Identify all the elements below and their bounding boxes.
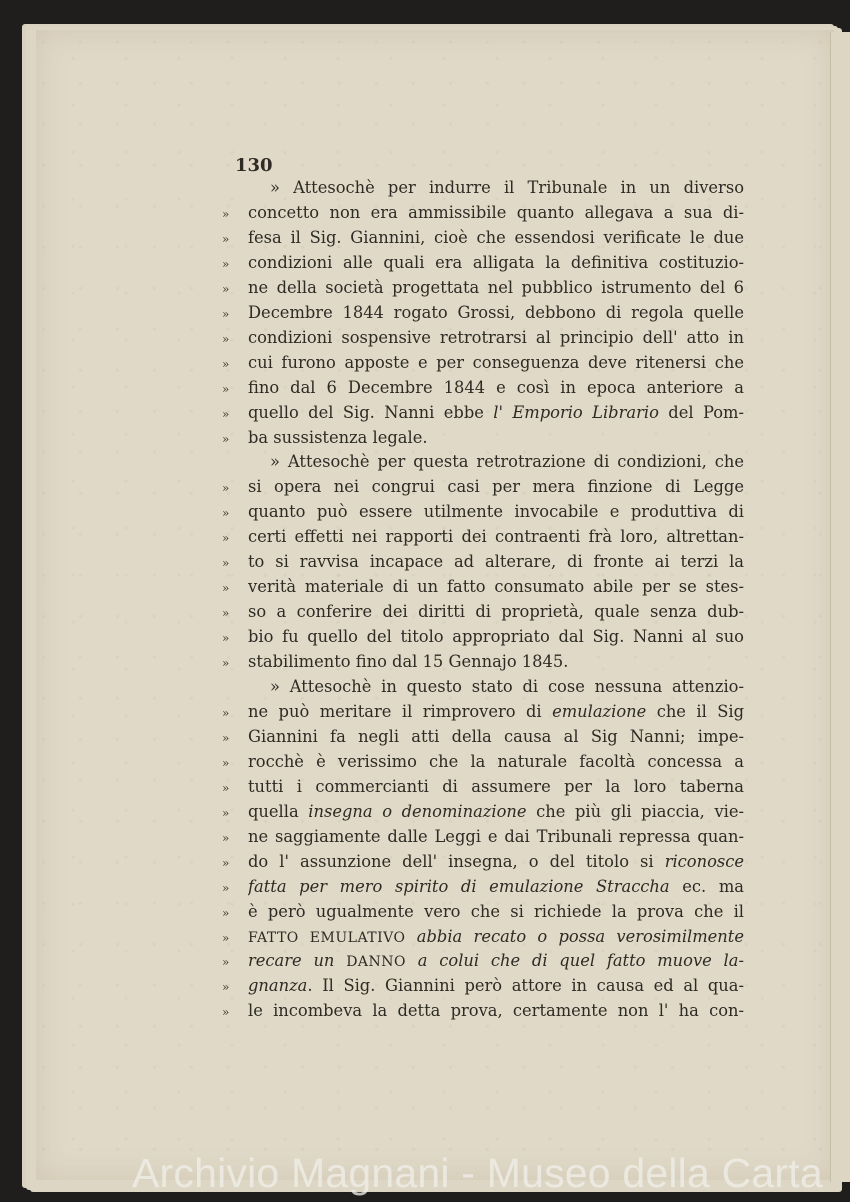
text-line	[222, 477, 744, 502]
quote-mark: »	[222, 556, 230, 571]
quote-mark: »	[222, 905, 230, 920]
quote-mark: »	[222, 381, 230, 396]
quote-mark: »	[222, 780, 230, 795]
line-text: so a conferire dei diritti di proprietà, quale senza dub-	[248, 602, 744, 622]
line-text: do l' assunzione dell' insegna, o del titolo si riconosce	[248, 851, 744, 871]
text-line	[222, 652, 744, 677]
text-line	[222, 178, 744, 203]
text-line	[222, 527, 744, 552]
line-text: » Attesochè in questo stato di cose nessuna attenzio-	[270, 677, 744, 696]
text-line	[222, 827, 744, 852]
quote-mark: »	[222, 930, 230, 945]
watermark: Archivio Magnani - Museo della Carta	[132, 1150, 823, 1196]
text-line	[222, 702, 744, 727]
text-line	[222, 1001, 744, 1026]
line-text: quello del Sig. Nanni ebbe l' Emporio Librario del Pom-	[248, 402, 744, 422]
line-text: fesa il Sig. Giannini, cioè che essendosi verificate le due	[248, 227, 744, 247]
quote-mark: »	[222, 531, 230, 546]
quote-mark: »	[222, 955, 230, 970]
line-text: fatta per mero spirito di emulazione Straccha ec. ma	[248, 876, 744, 896]
line-text: quanto può essere utilmente invocabile e produttiva di	[248, 502, 744, 522]
line-text: recare un DANNO a colui che di quel fatto muove la-	[248, 951, 744, 971]
line-text: certi effetti nei rapporti dei contraenti frà loro, altrettan-	[248, 527, 744, 547]
quote-mark: »	[222, 481, 230, 496]
quote-mark: »	[222, 880, 230, 895]
line-text: concetto non era ammissibile quanto allegava a sua di-	[248, 202, 744, 222]
quote-mark: »	[222, 406, 230, 421]
text-line	[222, 752, 744, 777]
line-text: FATTO EMULATIVO abbia recato o possa verosimilmente	[248, 926, 744, 946]
quote-mark: »	[222, 231, 230, 246]
text-line	[222, 502, 744, 527]
line-text: ne della società progettata nel pubblico istrumento del 6	[248, 277, 744, 297]
line-text: ne può meritare il rimprovero di emulazione che il Sig	[248, 701, 744, 721]
line-text: » Attesochè per indurre il Tribunale in un diverso	[270, 178, 744, 197]
quote-mark: »	[222, 755, 230, 770]
text-line	[222, 602, 744, 627]
quote-mark: »	[222, 356, 230, 371]
text-line	[222, 203, 744, 228]
line-text: Decembre 1844 rogato Grossi, debbono di regola quelle	[248, 302, 744, 322]
line-text: rocchè è verissimo che la naturale facoltà concessa a	[248, 751, 744, 771]
line-text: gnanza. Il Sig. Giannini però attore in causa ed al qua-	[248, 976, 744, 996]
quote-mark: »	[222, 656, 230, 671]
quote-mark: »	[222, 431, 230, 446]
line-text: condizioni sospensive retrotrarsi al principio dell' atto in	[248, 327, 744, 347]
text-line	[222, 303, 744, 328]
text-line	[222, 328, 744, 353]
line-text: è però ugualmente vero che si richiede la prova che il	[248, 901, 744, 921]
text-line	[222, 428, 744, 453]
text-line	[222, 353, 744, 378]
quote-mark: »	[222, 830, 230, 845]
line-text: bio fu quello del titolo appropriato dal Sig. Nanni al suo	[248, 627, 744, 647]
quote-mark: »	[222, 581, 230, 596]
quote-mark: »	[222, 506, 230, 521]
quote-mark: »	[222, 980, 230, 995]
text-line	[222, 877, 744, 902]
text-line	[222, 403, 744, 428]
text-line	[222, 552, 744, 577]
text-line	[222, 452, 744, 477]
text-line	[222, 228, 744, 253]
text-line	[222, 727, 744, 752]
line-text: tutti i commercianti di assumere per la loro taberna	[248, 776, 744, 796]
quote-mark: »	[222, 805, 230, 820]
line-text: si opera nei congrui casi per mera finzione di Legge	[248, 477, 744, 497]
line-text: ne saggiamente dalle Leggi e dai Tribunali repressa quan-	[248, 826, 744, 846]
quote-mark: »	[222, 206, 230, 221]
line-text: Giannini fa negli atti della causa al Sig Nanni; impe-	[248, 726, 744, 746]
line-text: quella insegna o denominazione che più gli piaccia, vie-	[248, 801, 744, 821]
quote-mark: »	[222, 855, 230, 870]
quote-mark: »	[222, 631, 230, 646]
line-text: cui furono apposte e per conseguenza deve ritenersi che	[248, 352, 744, 372]
text-line	[222, 677, 744, 702]
line-text: stabilimento fino dal 15 Gennajo 1845.	[248, 652, 569, 672]
line-text: ba sussistenza legale.	[248, 427, 428, 447]
quote-mark: »	[222, 705, 230, 720]
page-number: 130	[235, 155, 273, 176]
quote-mark: »	[222, 730, 230, 745]
text-line	[222, 927, 744, 952]
text-line	[222, 253, 744, 278]
text-line	[222, 777, 744, 802]
text-line	[222, 976, 744, 1001]
quote-mark: »	[222, 331, 230, 346]
line-text: condizioni alle quali era alligata la definitiva costituzio-	[248, 252, 744, 272]
quote-mark: »	[222, 606, 230, 621]
line-text: » Attesochè per questa retrotrazione di condizioni, che	[270, 452, 744, 472]
text-line	[222, 951, 744, 976]
text-line	[222, 577, 744, 602]
line-text: le incombeva la detta prova, certamente non l' ha con-	[248, 1001, 744, 1021]
text-line	[222, 627, 744, 652]
text-line	[222, 802, 744, 827]
line-text: to si ravvisa incapace ad alterare, di fronte ai terzi la	[248, 552, 744, 572]
quote-mark: »	[222, 281, 230, 296]
text-line	[222, 852, 744, 877]
quote-mark: »	[222, 306, 230, 321]
text-line	[222, 278, 744, 303]
facing-page-edge	[830, 32, 850, 1182]
text-line	[222, 378, 744, 403]
quote-mark: »	[222, 1005, 230, 1020]
line-text: verità materiale di un fatto consumato abile per se stes-	[248, 577, 744, 597]
quote-mark: »	[222, 256, 230, 271]
text-line	[222, 902, 744, 927]
line-text: fino dal 6 Decembre 1844 e così in epoca anteriore a	[248, 377, 744, 397]
